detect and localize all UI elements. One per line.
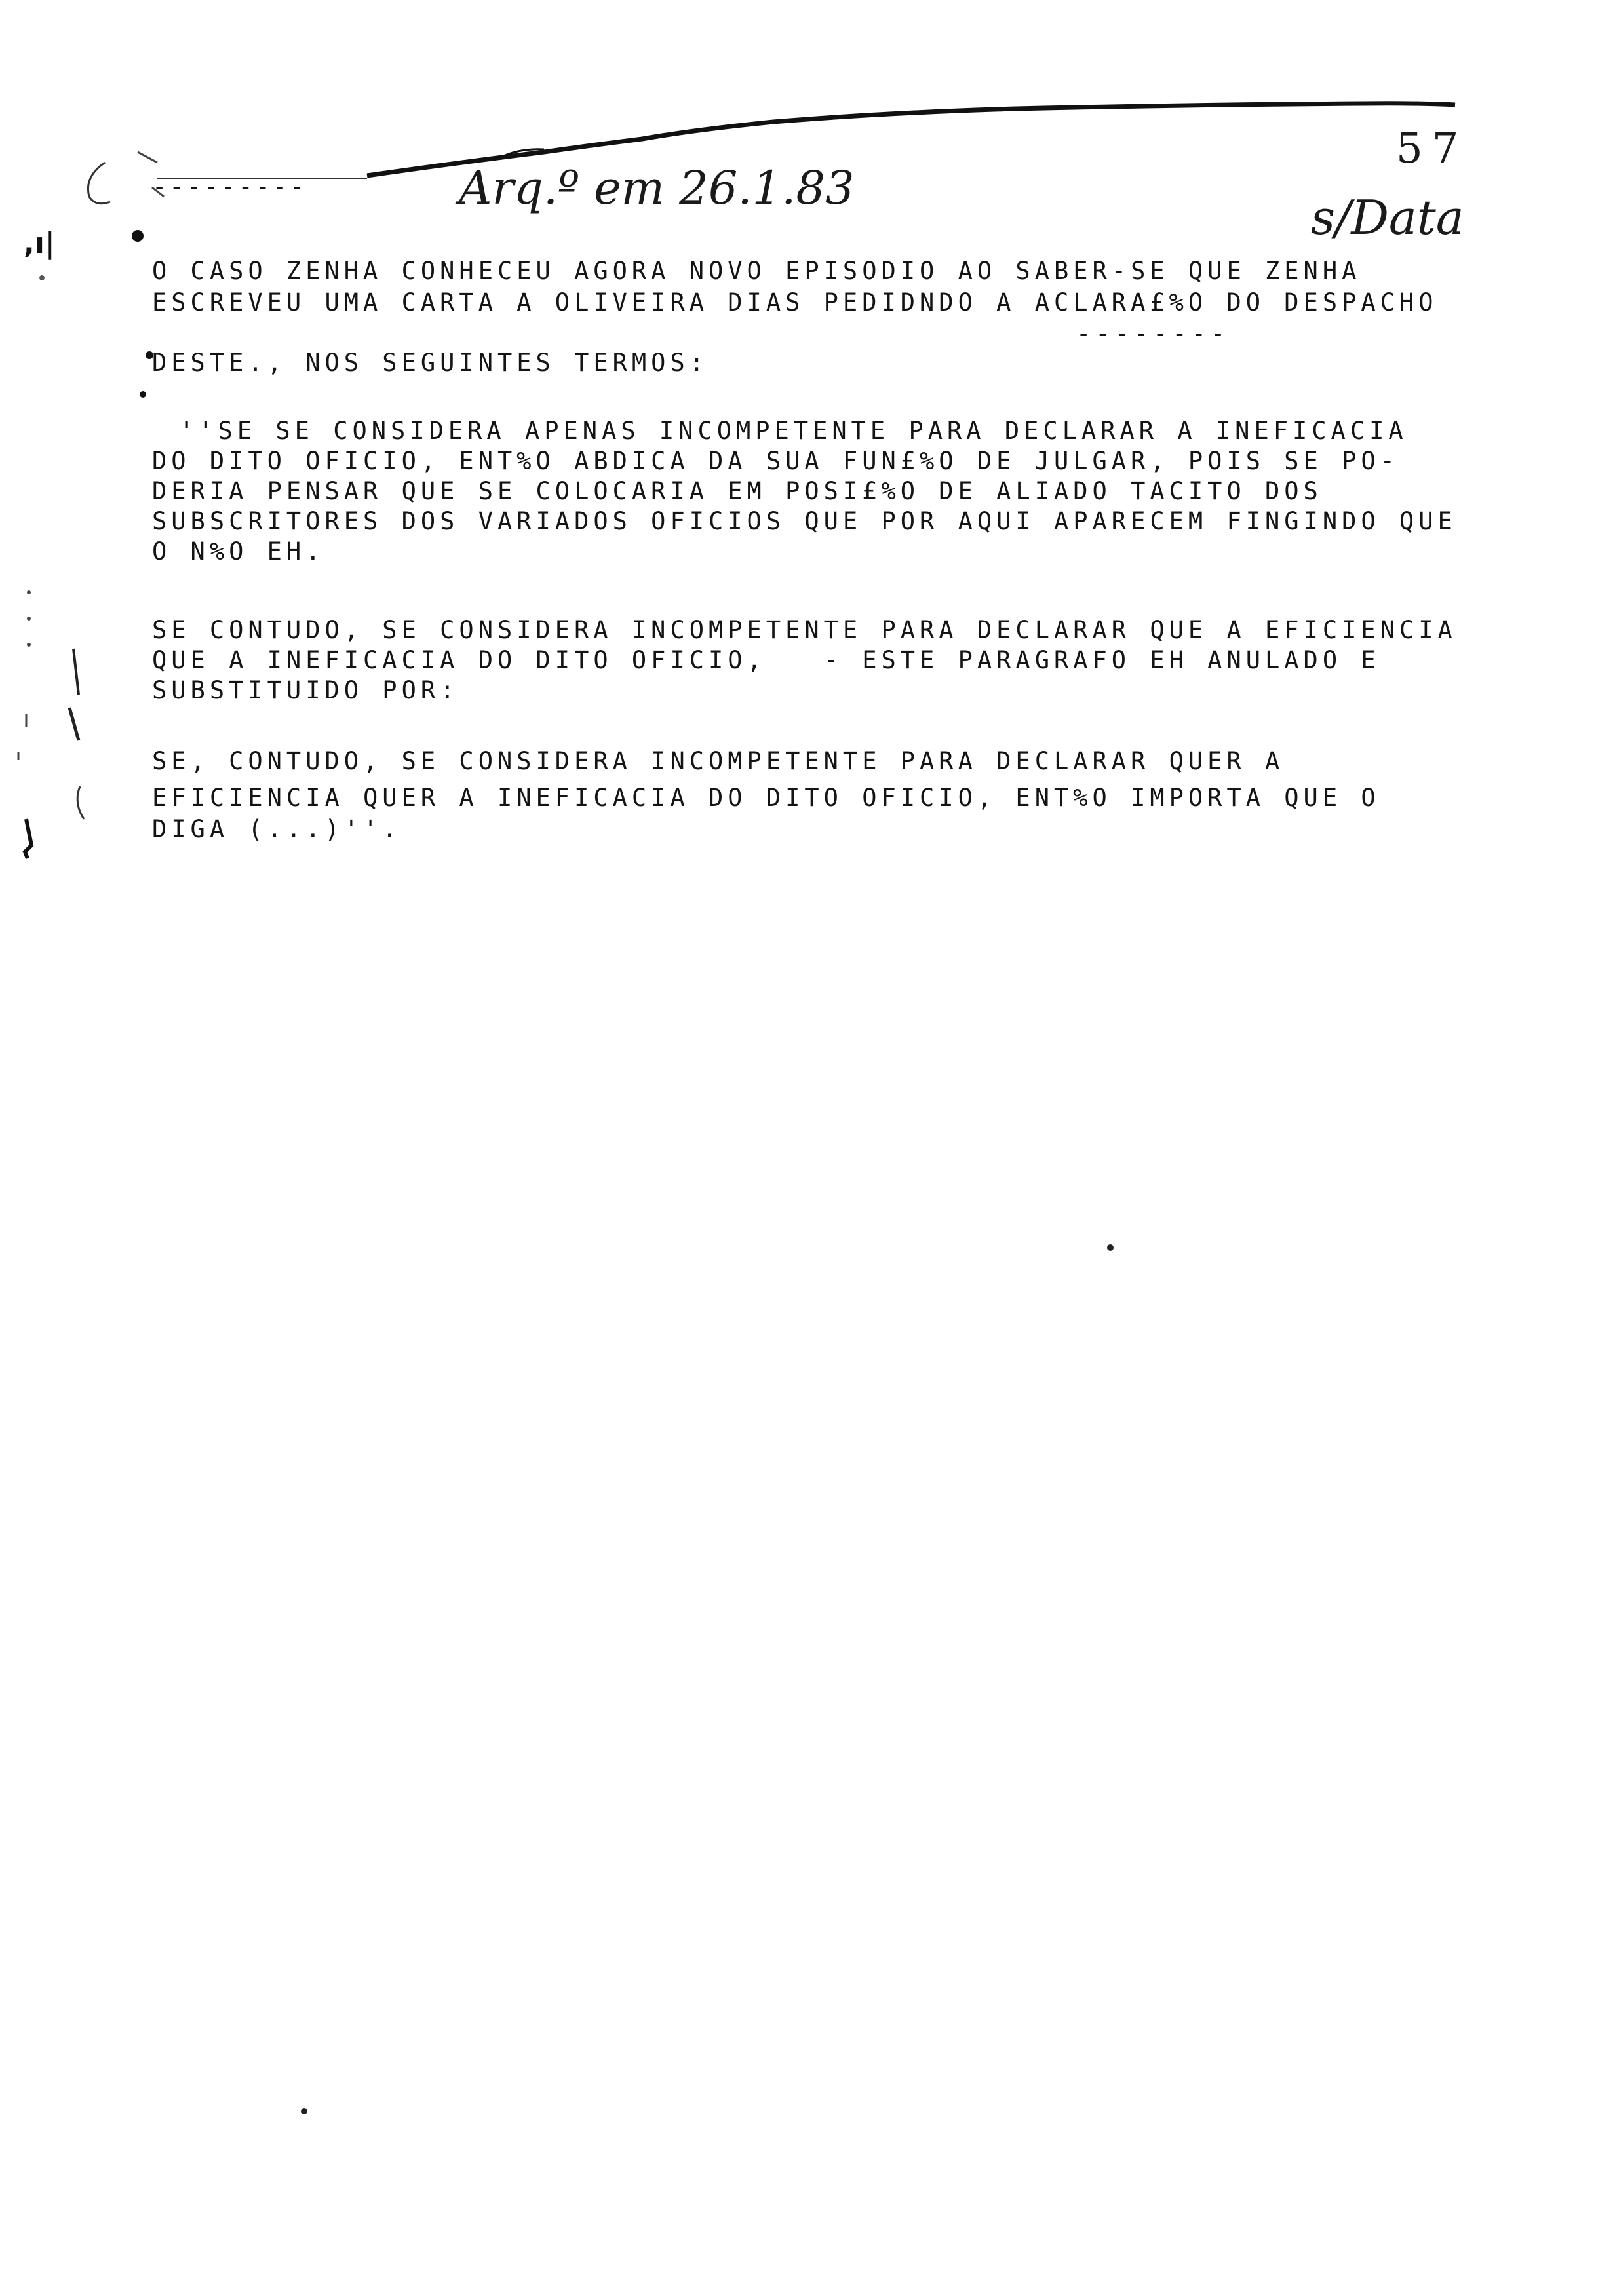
- quote-p2-line-3: SUBSTITUIDO POR:: [152, 676, 459, 704]
- intro-line-1: O CASO ZENHA CONHECEU AGORA NOVO EPISODIO AO SABER-SE QUE ZENHA: [152, 257, 1361, 285]
- margin-glyph: ,ı|: [24, 227, 55, 260]
- quote-p2-line-1: SE CONTUDO, SE CONSIDERA INCOMPETENTE PARA DECLARAR QUE A EFICIENCIA: [152, 616, 1457, 644]
- quote-p3-line-2: EFICIENCIA QUER A INEFICACIA DO DITO OFICIO, ENT%O IMPORTA QUE O: [152, 784, 1380, 812]
- quote-p1-line-3: DERIA PENSAR QUE SE COLOCARIA EM POSI£%O DE ALIADO TACITO DOS: [152, 477, 1323, 505]
- handwritten-date-note: s/Data: [1311, 190, 1464, 245]
- intro-line-3: DESTE., NOS SEGUINTES TERMOS:: [152, 349, 709, 377]
- quote-p1-line-2: DO DITO OFICIO, ENT%O ABDICA DA SUA FUN£%O DE JULGAR, POIS SE PO-: [152, 447, 1399, 475]
- intro-underline: --------: [1076, 320, 1230, 348]
- page-number: 57: [1396, 124, 1468, 173]
- handwritten-archive-note: Arq.º em 26.1.83: [459, 161, 855, 215]
- header-dashes: ---------: [152, 173, 307, 201]
- quote-p3-line-1: SE, CONTUDO, SE CONSIDERA INCOMPETENTE PARA DECLARAR QUER A: [152, 747, 1285, 775]
- intro-line-2: ESCREVEU UMA CARTA A OLIVEIRA DIAS PEDIDNDO A ACLARA£%O DO DESPACHO: [152, 288, 1438, 316]
- quote-p1-line-5: O N%O EH.: [152, 537, 325, 565]
- quote-p3-line-3: DIGA (...)''.: [152, 815, 402, 843]
- margin-bracket-mark: [88, 163, 110, 204]
- quote-p1-line-4: SUBSCRITORES DOS VARIADOS OFICIOS QUE POR AQUI APARECEM FINGINDO QUE: [152, 507, 1457, 535]
- quote-p2-line-2: QUE A INEFICACIA DO DITO OFICIO, - ESTE PARAGRAFO EH ANULADO E: [152, 646, 1380, 674]
- quote-p1-line-1: ''SE SE CONSIDERA APENAS INCOMPETENTE PARA DECLARAR A INEFICACIA: [180, 417, 1408, 445]
